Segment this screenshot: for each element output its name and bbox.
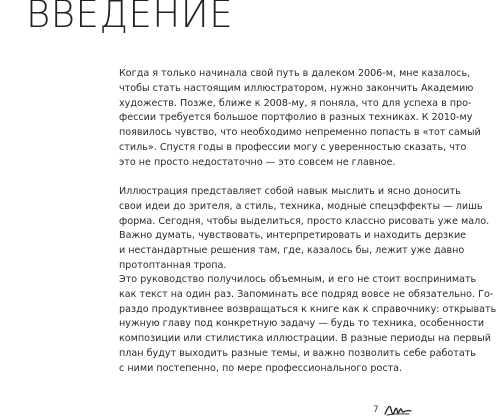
text-line: протоптанная тропа. [119, 259, 227, 271]
text-line: как текст на один раз. Запоминать все подряд вовсе не обязательно. Го- [119, 288, 494, 300]
text-line: нужную главу под конкретную задачу — будь то техника, особенности [119, 318, 485, 330]
paragraph-2 [119, 185, 490, 274]
paragraph-1 [119, 67, 481, 171]
text-line: чтобы стать настоящим иллюстратором, нужно закончить Академию [119, 82, 474, 94]
text-line: художеств. Позже, ближе к 2008-му, я поняла, что для успеха в про- [119, 97, 472, 109]
text-line: Когда я только начинала свой путь в далеком 2006-м, мне казалось, [119, 68, 471, 79]
text-line: это не просто недостаточно — это совсем не главное. [119, 156, 396, 168]
text-line: композиции или стилистика иллюстрации. В разные периоды на первый [119, 333, 491, 345]
paragraph-3 [119, 273, 496, 377]
text-line: и нестандартные решения там, где, казалось бы, лежит уже давно [119, 245, 465, 257]
text-line: свои идеи до зрителя, а стиль, техника, модные спецэффекты — лишь [119, 200, 483, 212]
text-line: появилось чувство, что необходимо непременно попасть в «тот самый [119, 127, 481, 139]
text-line: фессии требуется большое портфолио в разных техниках. К 2010-му [119, 112, 473, 124]
text-line: Это руководство получилось объемным, и его не стоит воспринимать [119, 274, 477, 285]
text-line: форма. Сегодня, чтобы выделиться, просто классно рисовать уже мало. [119, 215, 490, 227]
text-line: раздо продуктивнее возвращаться к книге как к справочнику: открывать [119, 303, 496, 315]
text-line: план будут выходить разные темы, и важно позволить себе работать [119, 347, 476, 359]
page-title: ВВЕДЕНИЕ [26, 0, 234, 36]
page-number: 7 [373, 405, 379, 415]
text-line: Важно думать, чувствовать, интерпретировать и находить дерзкие [119, 230, 467, 242]
text-line: Иллюстрация представляет собой навык мыслить и ясно доносить [119, 186, 461, 197]
text-line: стиль». Спустя годы в профессии могу с уверенностью сказать, что [119, 141, 467, 153]
handwritten-signature-icon [383, 401, 413, 419]
text-line: с ними постепенно, по мере профессионального роста. [119, 362, 403, 374]
